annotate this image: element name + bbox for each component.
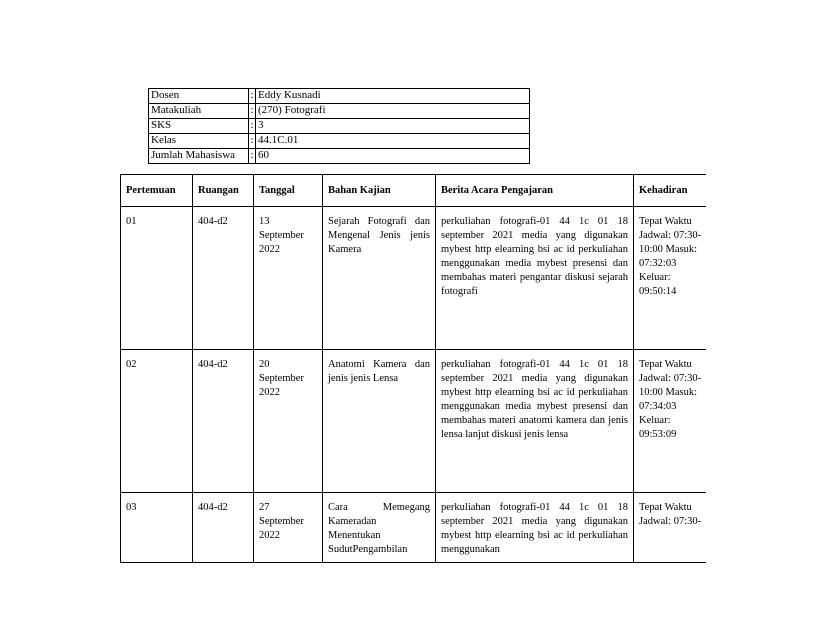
attendance-table xyxy=(120,174,706,563)
cell-ruangan: 404-d2 xyxy=(193,493,254,564)
info-separator: : xyxy=(249,149,256,164)
info-separator: : xyxy=(249,89,256,104)
attendance-table-container xyxy=(120,174,706,563)
cell-bahan-kajian: Sejarah Fotografi dan Mengenal Jenis jenis Kamera xyxy=(323,207,436,350)
cell-kehadiran: Tepat Waktu Jadwal: 07:30-10:00 Masuk: 07:34:03 Keluar: 09:53:09 xyxy=(634,350,707,493)
info-row xyxy=(149,119,530,134)
info-key: SKS xyxy=(149,119,249,134)
cell-berita-acara: perkuliahan fotografi-01 44 1c 01 18 september 2021 media yang digunakan mybest http elearning bsi ac id perkuliahan menggunakan media mybest presensi dan membahas materi anatomi kamera dan jenis lensa lanjut diskusi jenis lensa xyxy=(436,350,634,493)
header-pertemuan: Pertemuan xyxy=(121,175,193,207)
cell-tanggal: 20 September 2022 xyxy=(254,350,323,493)
info-value: 3 xyxy=(256,119,530,134)
cell-ruangan: 404-d2 xyxy=(193,207,254,350)
cell-tanggal: 13 September 2022 xyxy=(254,207,323,350)
info-value: (270) Fotografi xyxy=(256,104,530,119)
info-key: Kelas xyxy=(149,134,249,149)
cell-tanggal: 27 September 2022 xyxy=(254,493,323,564)
cell-ruangan: 404-d2 xyxy=(193,350,254,493)
cell-kehadiran: Tepat Waktu Jadwal: 07:30-10:00 Masuk: 07:32:03 Keluar: 09:50:14 xyxy=(634,207,707,350)
cell-kehadiran: Tepat Waktu Jadwal: 07:30- xyxy=(634,493,707,564)
info-row xyxy=(149,134,530,149)
info-separator: : xyxy=(249,119,256,134)
info-key: Dosen xyxy=(149,89,249,104)
info-row xyxy=(149,149,530,164)
cell-bahan-kajian: Anatomi Kamera dan jenis jenis Lensa xyxy=(323,350,436,493)
info-key: Jumlah Mahasiswa xyxy=(149,149,249,164)
course-info-table xyxy=(148,88,530,164)
header-tanggal: Tanggal xyxy=(254,175,323,207)
cell-berita-acara: perkuliahan fotografi-01 44 1c 01 18 september 2021 media yang digunakan mybest http elearning bsi ac id perkuliahan menggunakan media mybest presensi dan membahas materi pengantar diskusi sejarah fotografi xyxy=(436,207,634,350)
info-separator: : xyxy=(249,104,256,119)
cell-pertemuan: 03 xyxy=(121,493,193,564)
info-value: Eddy Kusnadi xyxy=(256,89,530,104)
info-separator: : xyxy=(249,134,256,149)
table-header-row xyxy=(121,175,707,207)
cell-bahan-kajian: Cara Memegang Kameradan Menentukan SudutPengambilan xyxy=(323,493,436,564)
cell-pertemuan: 01 xyxy=(121,207,193,350)
cell-berita-acara: perkuliahan fotografi-01 44 1c 01 18 september 2021 media yang digunakan mybest http elearning bsi ac id perkuliahan menggunakan xyxy=(436,493,634,564)
info-row xyxy=(149,89,530,104)
header-ruangan: Ruangan xyxy=(193,175,254,207)
header-bahan-kajian: Bahan Kajian xyxy=(323,175,436,207)
header-kehadiran: Kehadiran xyxy=(634,175,707,207)
info-key: Matakuliah xyxy=(149,104,249,119)
cell-pertemuan: 02 xyxy=(121,350,193,493)
table-row xyxy=(121,350,707,493)
info-row xyxy=(149,104,530,119)
info-value: 44.1C.01 xyxy=(256,134,530,149)
table-row xyxy=(121,207,707,350)
table-row xyxy=(121,493,707,564)
header-berita-acara: Berita Acara Pengajaran xyxy=(436,175,634,207)
info-value: 60 xyxy=(256,149,530,164)
